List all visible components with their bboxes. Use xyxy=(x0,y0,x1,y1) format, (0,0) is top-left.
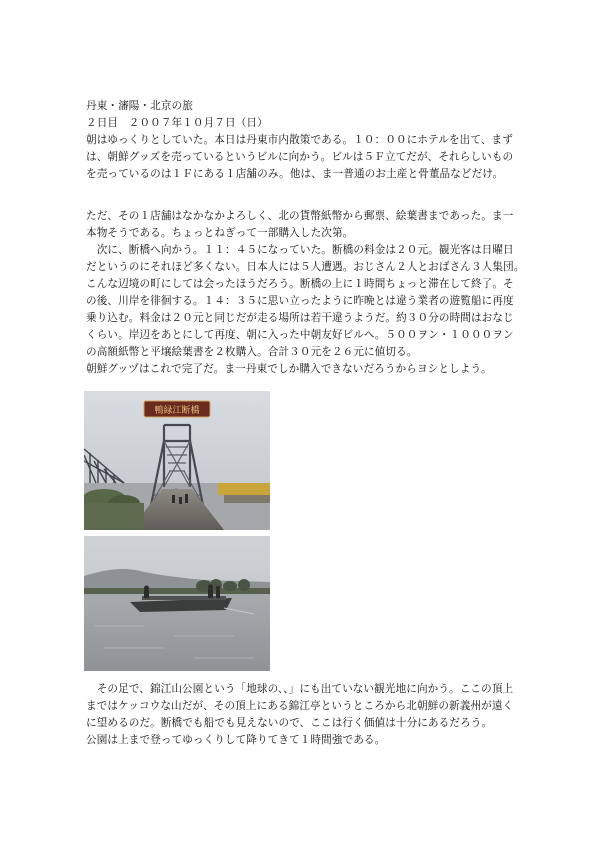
p2-line-6: の後、川岸を徘徊する。１４：３５に思い立ったように昨晩とは違う業者の遊覧船に再度 xyxy=(86,295,514,307)
p3-line-1: その足で、錦江山公園という「地球の、、」にも出ていない観光地に向かう。ここの頂上 xyxy=(86,683,514,695)
paragraph-3 xyxy=(86,681,516,749)
p3-line-2: まではケッコウな山だが、その頂上にある錦江亭というところから北朝鮮の新義州が遠く xyxy=(86,700,514,712)
broken-bridge-photo xyxy=(84,391,270,530)
p3-line-4: 公園は上まで登ってゆっくりして降りてきて１時間強である。 xyxy=(86,734,386,746)
bridge-sign-text: 鴨緑江断橋 xyxy=(154,406,200,416)
p2-line-7: 乗り込む。料金は２０元と同じだが走る場所は若干違うようだ。約３０分の時間はおなじ xyxy=(86,312,514,324)
paragraph-2 xyxy=(86,208,525,378)
p2-line-1: ただ、その１店舗はなかなかよろしく、北の貨幣紙幣から郵票、絵葉書まであった。ま一 xyxy=(86,210,514,222)
p2-line-4: だというのにそれほど多くない。日本人には５人遭遇。おじさん２人とおばさん３人集団。 xyxy=(86,261,525,273)
p1-line-2: は、朝鮮グッズを売っているというビルに向かう。ビルは５Ｆ立てだが、それらしいもの xyxy=(86,151,514,163)
date-line: ２日目 ２００７年１０月７日（日） xyxy=(86,117,268,129)
river-boat-photo xyxy=(84,536,270,671)
p1-line-3: を売っているのは１Ｆにある１店舗のみ。他は、ま一普通のお土産と骨董品などだけ。 xyxy=(86,168,504,180)
p1-line-1: 朝はゆっくりとしていた。本日は丹東市内散策である。１０：００にホテルを出て、まず xyxy=(86,134,513,146)
p2-line-3: 次に、断橋へ向かう。１１：４５になっていた。断橋の料金は２０元。観光客は日曜日 xyxy=(86,244,514,256)
p2-line-9: の高額紙幣と平壌絵葉書を２枚購入。合計３０元を２６元に値切る。 xyxy=(86,346,418,358)
intro-block xyxy=(86,98,516,183)
p2-line-10: 朝鮮グッヅはこれで完了だ。ま一丹東でしか購入できないだろうからヨシとしよう。 xyxy=(86,363,492,375)
document-title: 丹東・瀋陽・北京の旅 xyxy=(86,100,193,112)
p3-line-3: に望めるのだ。断橋でも船でも見えないので、ここは行く価値は十分にあるだろう。 xyxy=(86,717,493,729)
p2-line-8: くらい。岸辺をあとにして再度、朝に入った中朝友好ビルへ。５００ヲン・１０００ヲン xyxy=(86,329,514,341)
p2-line-5: こんな辺境の町にしては会ったほうだろう。断橋の上に１時間ちょっと滞在して終了。そ xyxy=(86,278,514,290)
p2-line-2: 本物そうである。ちょっとねぎって一部購入した次第。 xyxy=(86,227,354,239)
